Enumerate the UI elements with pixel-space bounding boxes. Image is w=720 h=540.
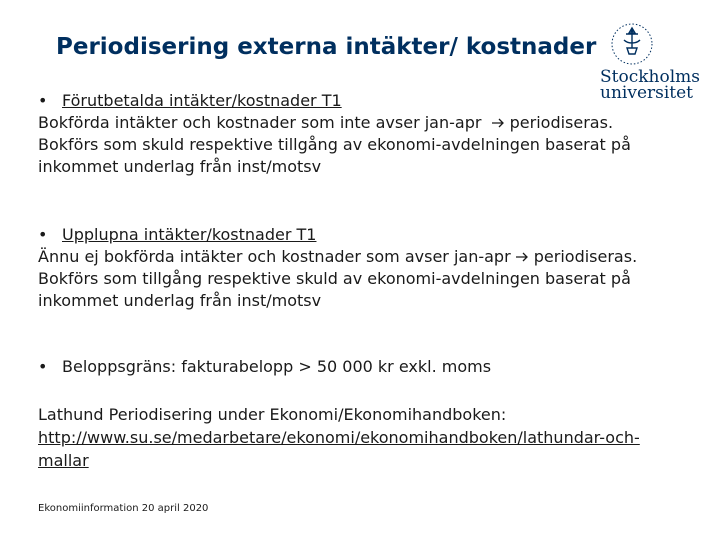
- bullet-accrued: [38, 224, 638, 312]
- bullet-marker: •: [38, 91, 48, 110]
- bullet-body-before-arrow: Bokförda intäkter och kostnader som inte avser jan-apr: [38, 113, 482, 132]
- bullet-body: [38, 246, 638, 312]
- footer-text: Ekonomiinformation 20 april 2020: [38, 503, 209, 514]
- bullet-heading: Upplupna intäkter/kostnader T1: [62, 225, 317, 244]
- lathund-section: [38, 403, 648, 472]
- lathund-label: Lathund Periodisering under Ekonomi/Ekonomihandboken:: [38, 405, 507, 424]
- bullet-heading: Förutbetalda intäkter/kostnader T1: [62, 91, 342, 110]
- logo-line-1: Stockholms: [600, 67, 700, 87]
- bullet-threshold: [38, 356, 491, 378]
- logo-line-2: universitet: [600, 83, 694, 103]
- bullet-marker: •: [38, 357, 48, 376]
- threshold-text: Beloppsgräns: fakturabelopp > 50 000 kr exkl. moms: [62, 357, 492, 376]
- bullet-body-before-arrow: Ännu ej bokförda intäkter och kostnader som avser jan-apr: [38, 247, 511, 266]
- right-arrow-icon: [491, 117, 505, 129]
- slide-title: Periodisering externa intäkter/ kostnader: [56, 34, 597, 60]
- right-arrow-icon: [515, 251, 529, 263]
- bullet-body: [38, 112, 638, 178]
- bullet-body-after-arrow: periodiseras. Bokförs som tillgång respektive skuld av ekonomi-avdelningen baserat på inkommet underlag från inst/motsv: [38, 247, 638, 310]
- bullet-marker: •: [38, 225, 48, 244]
- bullet-prepaid: [38, 90, 638, 178]
- lathund-link[interactable]: http://www.su.se/medarbetare/ekonomi/ekonomihandboken/lathundar-och-mallar: [38, 428, 640, 470]
- bullet-body-after-arrow: periodiseras. Bokförs som skuld respektive tillgång av ekonomi-avdelningen baserat på inkommet underlag från inst/motsv: [38, 113, 631, 176]
